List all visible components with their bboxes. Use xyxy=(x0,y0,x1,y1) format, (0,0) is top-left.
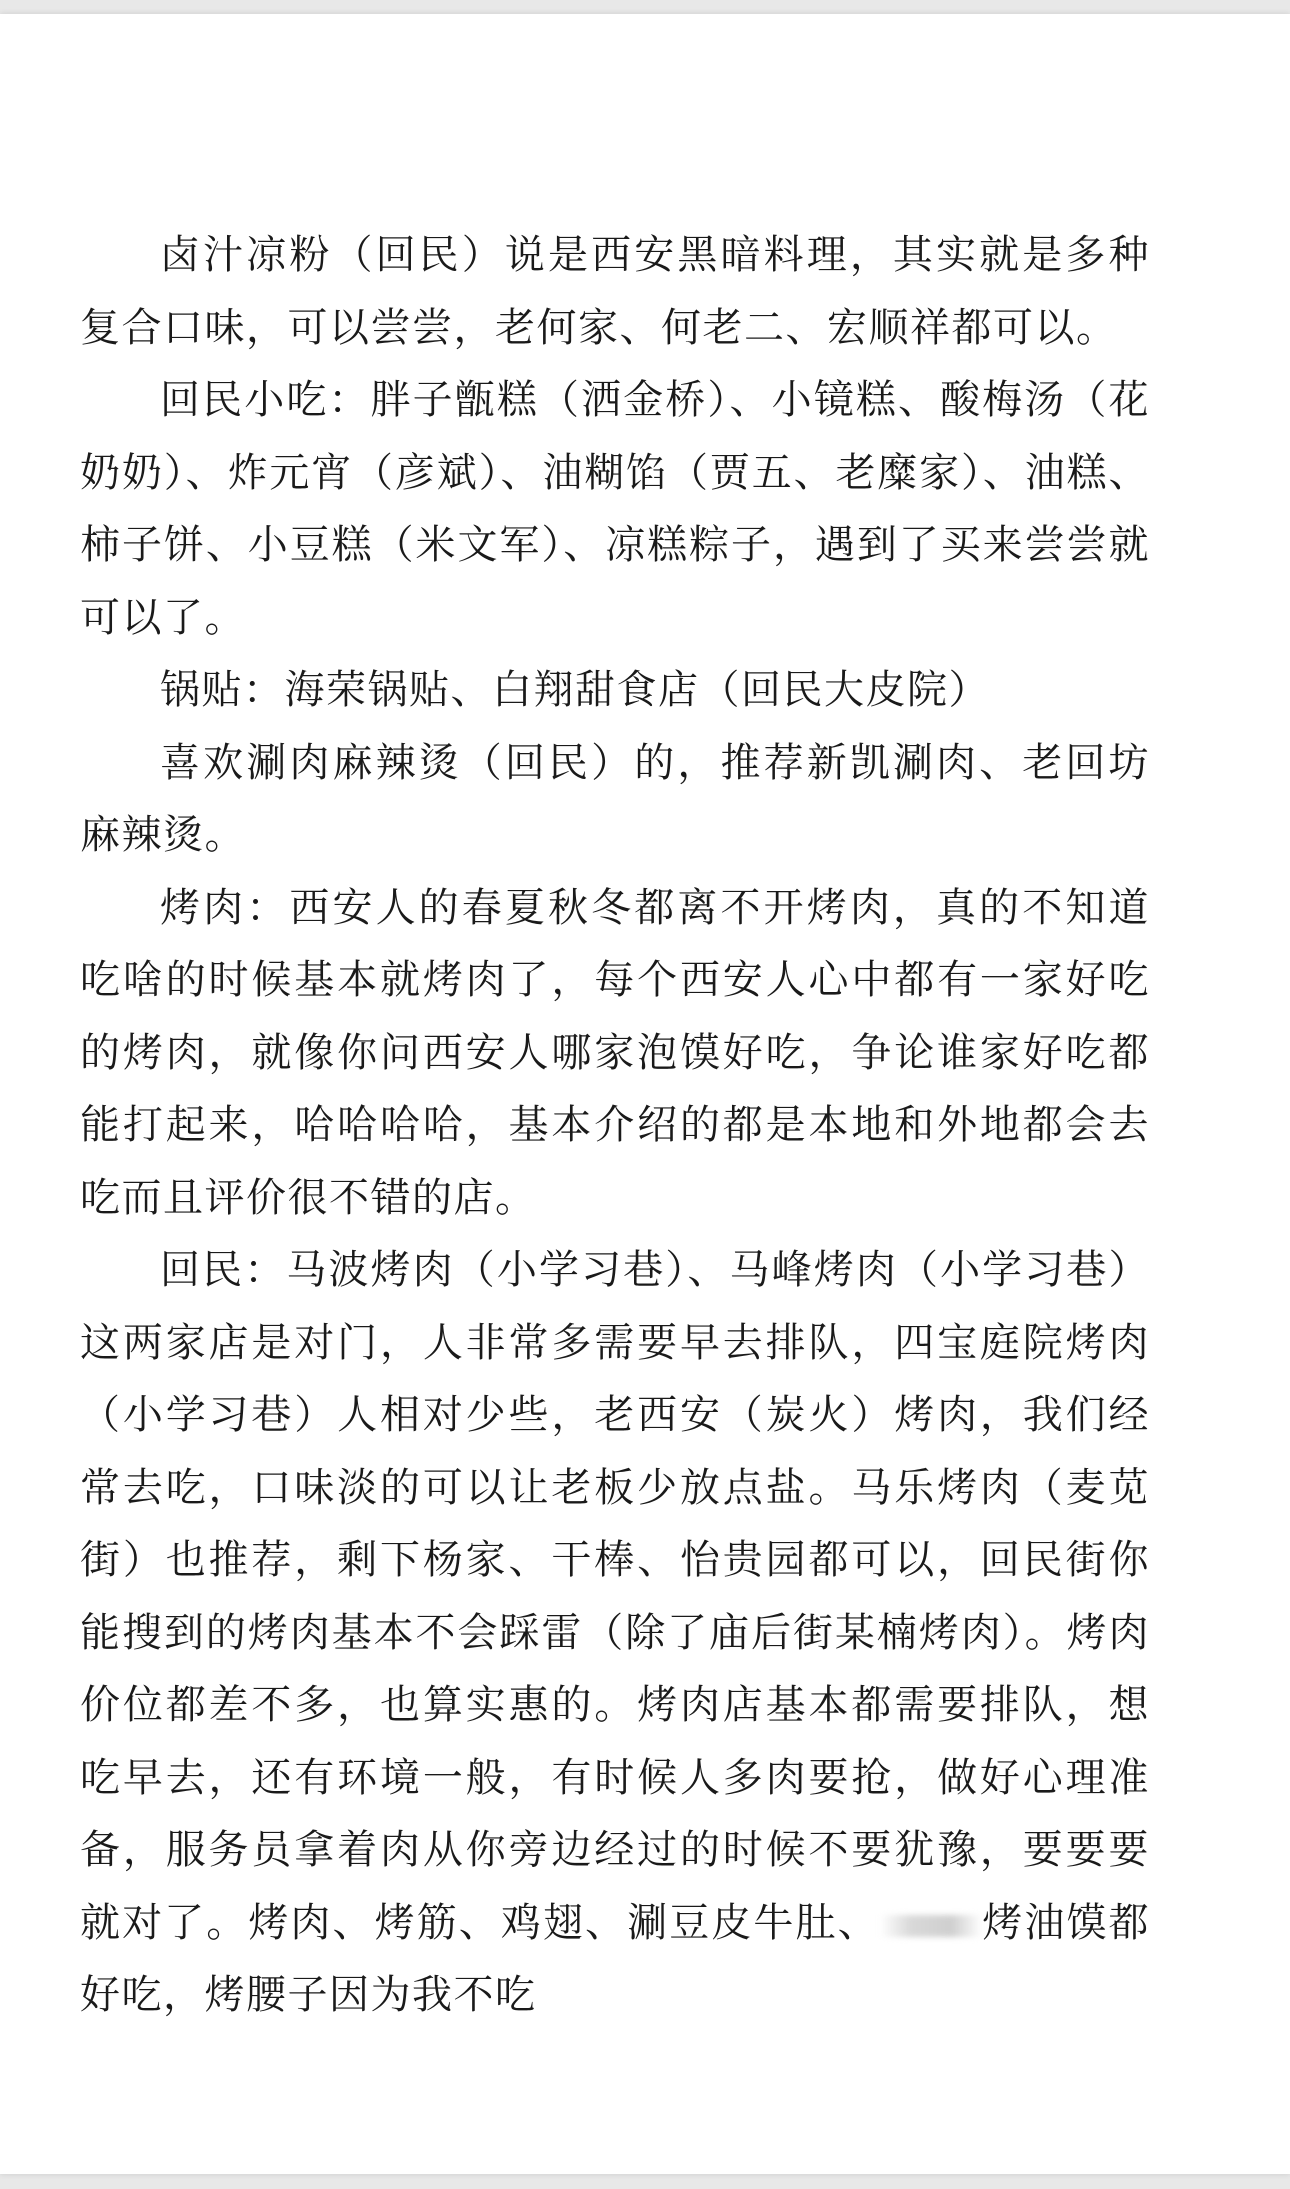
paragraph-kaorou-shops-text: 回民：马波烤肉（小学习巷）、马峰烤肉（小学习巷）这两家店是对门，人非常多需要早去排队，四宝庭院烤肉（小学习巷）人相对少些，老西安（炭火）烤肉，我们经常去吃，口味淡的可以让老板少放点盐。马乐烤肉（麦苋街）也推荐，剩下杨家、干棒、怡贵园都可以，回民街你能搜到的烤肉基本不会踩雷（除了庙后街某楠烤肉）。烤肉价位都差不多，也算实惠的。烤肉店基本都需要排队，想吃早去，还有环境一般，有时候人多肉要抢，做好心理准备，服务员拿着肉从你旁边经过的时候不要犹豫，要要要就对了。烤肉、烤筋、鸡翅、涮豆皮牛肚、 xyxy=(80,1247,1150,1946)
document-page xyxy=(0,14,1290,2174)
redacted-blur xyxy=(880,1915,982,1937)
paragraph-guotie: 锅贴：海荣锅贴、白翔甜食店（回民大皮院） xyxy=(160,667,990,713)
paragraph-snacks: 回民小吃：胖子甑糕（洒金桥）、小镜糕、酸梅汤（花奶奶）、炸元宵（彦斌）、油糊馅（贾五、老糜家）、油糕、柿子饼、小豆糕（米文军）、凉糕粽子，遇到了买来尝尝就可以了。 xyxy=(80,377,1150,641)
document-body xyxy=(80,219,1150,2032)
paragraph-kaorou-shops-tail: 烤油馍都好吃，烤腰子因为我不吃 xyxy=(80,1899,1151,2018)
paragraph-shuanrou: 喜欢涮肉麻辣烫（回民）的，推荐新凯涮肉、老回坊麻辣烫。 xyxy=(80,739,1150,858)
paragraph-kaorou-shops xyxy=(80,1234,1150,2032)
paragraph-kaorou-intro: 烤肉：西安人的春夏秋冬都离不开烤肉，真的不知道吃啥的时候基本就烤肉了，每个西安人心中都有一家好吃的烤肉，就像你问西安人哪家泡馍好吃，争论谁家好吃都能打起来，哈哈哈哈，基本介绍的都是本地和外地都会去吃而且评价很不错的店。 xyxy=(80,884,1150,1221)
paragraph-liangfen: 卤汁凉粉（回民）说是西安黑暗料理，其实就是多种复合口味，可以尝尝，老何家、何老二、宏顺祥都可以。 xyxy=(80,232,1150,351)
